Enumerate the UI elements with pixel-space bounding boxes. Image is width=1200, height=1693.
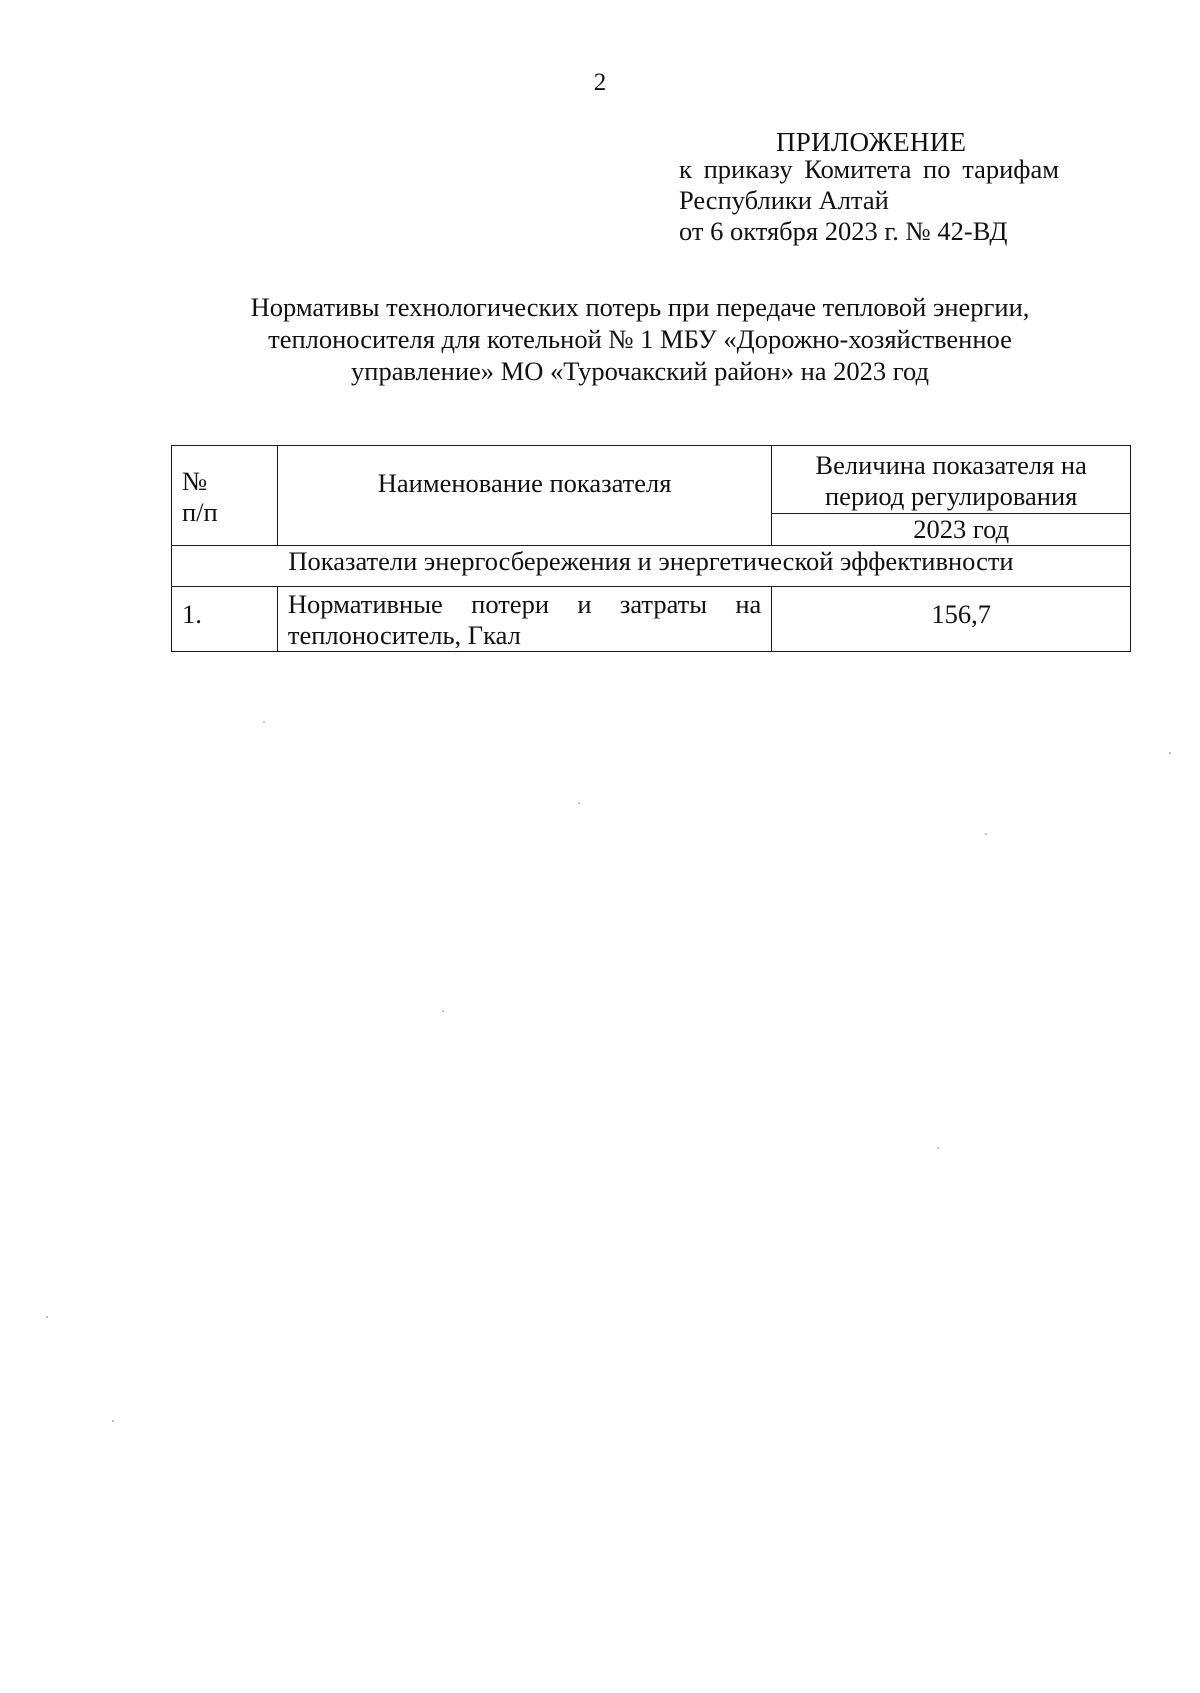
document-title-line-3: управление» МО «Турочакский район» на 2023 год xyxy=(351,356,929,386)
scan-speck xyxy=(578,802,580,804)
norms-table xyxy=(171,445,1131,652)
page-number: 2 xyxy=(593,69,607,96)
table-section-row xyxy=(172,546,1131,587)
scan-speck xyxy=(1169,752,1171,754)
header-value-line-1: Величина показателя на xyxy=(815,450,1087,480)
scan-speck xyxy=(46,1316,48,1318)
row-name-line-2: теплоноситель, Гкал xyxy=(287,620,521,650)
scan-speck xyxy=(112,1420,114,1422)
row-name-line-1: Нормативные потери и затраты на xyxy=(287,589,762,619)
appendix-date-line: от 6 октября 2023 г. № 42-ВД xyxy=(679,216,1008,246)
header-value-cell xyxy=(772,446,1131,514)
scan-speck xyxy=(937,1147,939,1149)
section-title-cell: Показатели энергосбережения и энергетической эффективности xyxy=(172,546,1131,587)
row-value-cell: 156,7 xyxy=(772,587,1131,652)
header-number-cell xyxy=(172,446,278,546)
row-number-cell: 1. xyxy=(172,587,278,652)
table-row xyxy=(172,587,1131,652)
header-number-abbrev: п/п xyxy=(182,497,218,527)
scan-speck xyxy=(263,721,265,723)
table-header-row xyxy=(172,446,1131,514)
appendix-title: ПРИЛОЖЕНИЕ xyxy=(776,127,967,157)
document-title xyxy=(180,291,1100,387)
header-number-sign: № xyxy=(182,466,208,496)
header-year-cell: 2023 год xyxy=(772,514,1131,546)
header-name-cell: Наименование показателя xyxy=(277,446,771,546)
appendix-reference xyxy=(679,154,1059,247)
document-title-line-2: теплоносителя для котельной № 1 МБУ «Дорожно-хозяйственное xyxy=(268,324,1012,354)
appendix-order-line: к приказу Комитета по тарифам xyxy=(679,154,1059,184)
header-value-line-2: период регулирования xyxy=(825,481,1078,511)
document-title-line-1: Нормативы технологических потерь при передаче тепловой энергии, xyxy=(250,292,1030,322)
scan-speck xyxy=(985,833,987,835)
appendix-republic-line: Республики Алтай xyxy=(679,185,889,215)
scan-speck xyxy=(442,1010,444,1012)
row-name-cell xyxy=(277,587,771,652)
